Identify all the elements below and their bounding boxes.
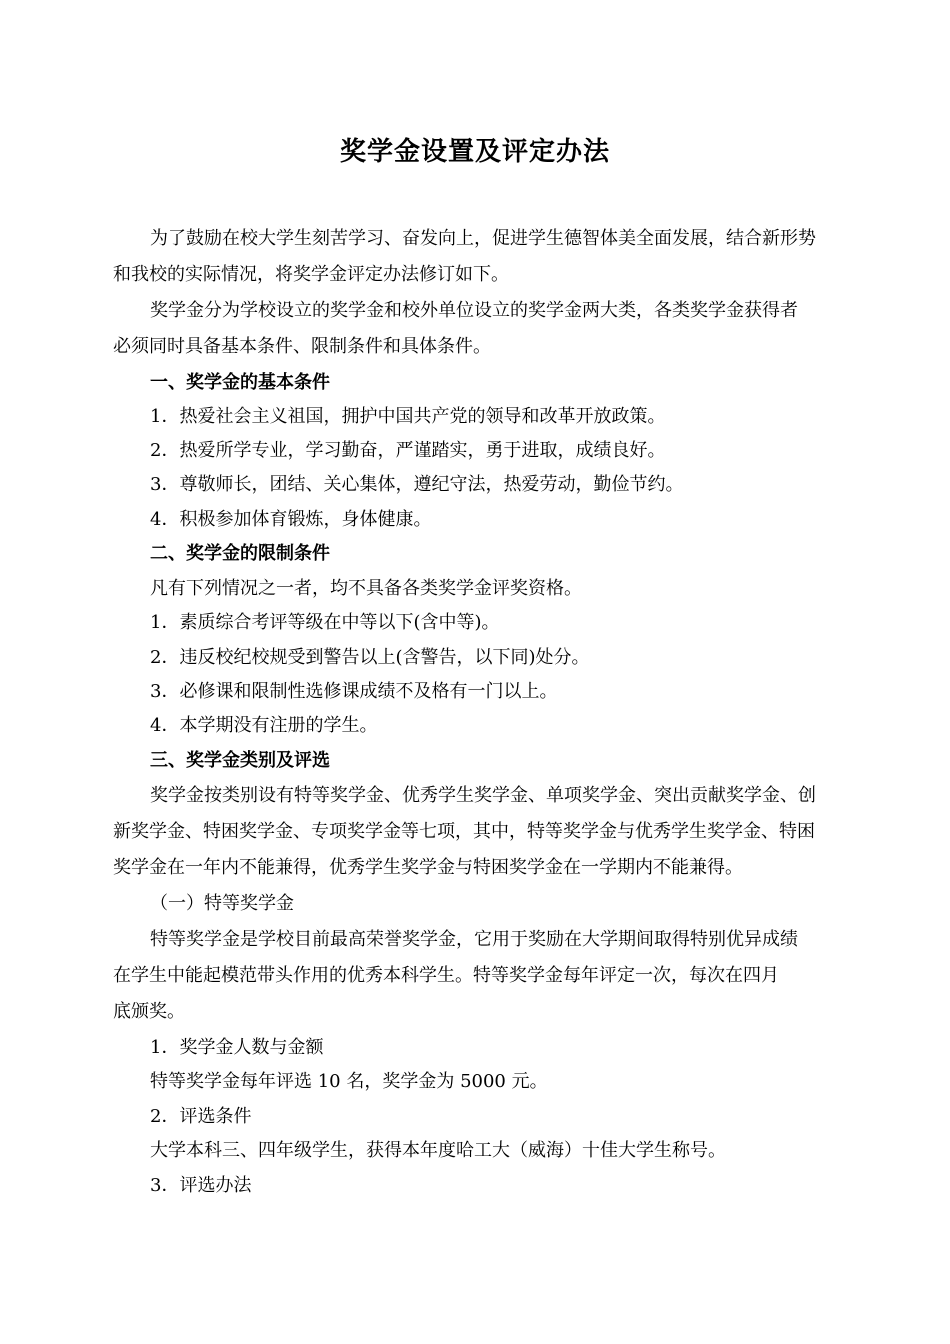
list-item: 4．积极参加体育锻炼，身体健康。	[150, 509, 432, 530]
section-heading-categories: 三、奖学金类别及评选	[150, 750, 330, 771]
section-heading-basic-conditions: 一、奖学金的基本条件	[150, 372, 330, 393]
paragraph-types-line-2: 新奖学金、特困奖学金、专项奖学金等七项，其中，特等奖学金与优秀学生奖学金、特困	[113, 821, 815, 842]
list-item: 1．热爱社会主义祖国，拥护中国共产党的领导和改革开放政策。	[150, 406, 666, 427]
paragraph-restrictions-intro: 凡有下列情况之一者，均不具备各类奖学金评奖资格。	[150, 578, 582, 599]
list-item-criteria-heading: 2．评选条件	[150, 1106, 252, 1127]
paragraph-categories-line-2: 必须同时具备基本条件、限制条件和具体条件。	[113, 336, 491, 357]
paragraph-special-line-1: 特等奖学金是学校目前最高荣誉奖学金，它用于奖励在大学期间取得特别优异成绩	[150, 929, 798, 950]
list-item: 3．尊敬师长，团结、关心集体，遵纪守法，热爱劳动，勤俭节约。	[150, 474, 684, 495]
list-item: 4．本学期没有注册的学生。	[150, 715, 378, 736]
list-item: 2．热爱所学专业，学习勤奋，严谨踏实，勇于进取，成绩良好。	[150, 440, 666, 461]
paragraph-special-line-2: 在学生中能起模范带头作用的优秀本科学生。特等奖学金每年评定一次，每次在四月	[113, 965, 779, 986]
list-item: 2．违反校纪校规受到警告以上(含警告，以下同)处分。	[150, 647, 590, 668]
list-item-quota-heading: 1．奖学金人数与金额	[150, 1037, 324, 1058]
subsection-heading-special-award: （一）特等奖学金	[150, 893, 294, 914]
document-title: 奖学金设置及评定办法	[339, 137, 610, 167]
paragraph-quota: 特等奖学金每年评选 10 名，奖学金为 5000 元。	[150, 1071, 548, 1092]
list-item: 3．必修课和限制性选修课成绩不及格有一门以上。	[150, 681, 558, 702]
paragraph-types-line-3: 奖学金在一年内不能兼得，优秀学生奖学金与特困奖学金在一学期内不能兼得。	[113, 857, 743, 878]
paragraph-special-line-3: 底颁奖。	[113, 1001, 185, 1022]
paragraph-categories-line-1: 奖学金分为学校设立的奖学金和校外单位设立的奖学金两大类，各类奖学金获得者	[150, 300, 798, 321]
list-item: 1．素质综合考评等级在中等以下(含中等)。	[150, 612, 500, 633]
paragraph-criteria: 大学本科三、四年级学生，获得本年度哈工大（威海）十佳大学生称号。	[150, 1140, 726, 1161]
paragraph-intro-line-2: 和我校的实际情况，将奖学金评定办法修订如下。	[113, 264, 509, 285]
paragraph-intro-line-1: 为了鼓励在校大学生刻苦学习、奋发向上，促进学生德智体美全面发展，结合新形势	[150, 228, 816, 249]
paragraph-types-line-1: 奖学金按类别设有特等奖学金、优秀学生奖学金、单项奖学金、突出贡献奖学金、创	[150, 785, 816, 806]
section-heading-restrictions: 二、奖学金的限制条件	[150, 543, 330, 564]
list-item-method-heading: 3．评选办法	[150, 1175, 252, 1196]
